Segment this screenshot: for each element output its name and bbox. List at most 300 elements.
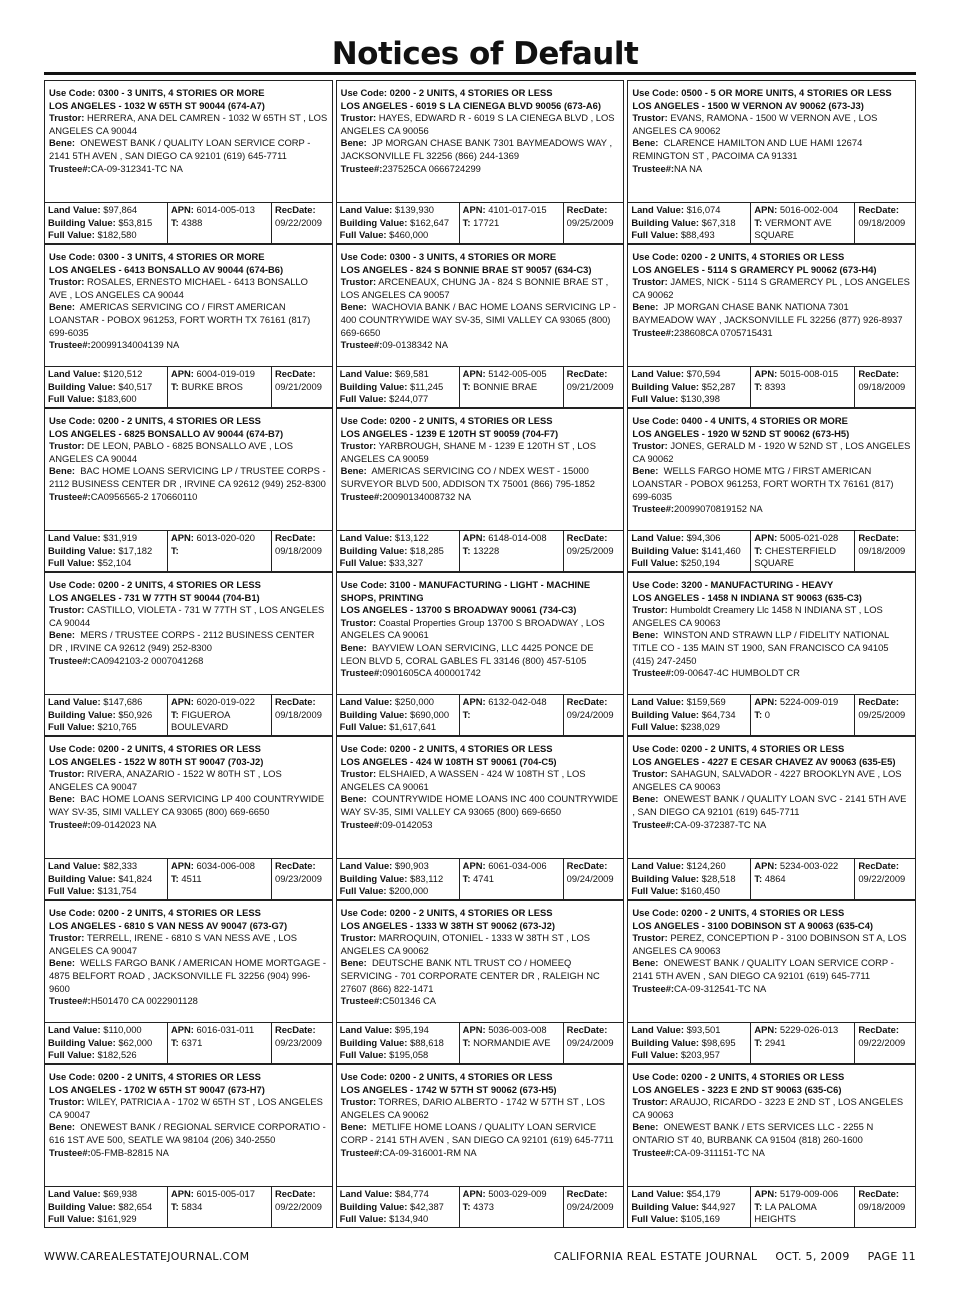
use-code: Use Code: 0200 - 2 UNITS, 4 STORIES OR LESS — [49, 1071, 261, 1082]
apn — [754, 368, 851, 381]
apn — [754, 860, 851, 873]
full-value-label: Full Value: — [631, 721, 679, 732]
trustor-value: PEREZ, CONCEPTION P - 3100 DOBINSON ST A, LOS ANGELES CA 90063 — [632, 932, 907, 956]
notice-row — [44, 736, 916, 900]
tract — [463, 1037, 560, 1050]
trustee-value: NA NA — [674, 162, 703, 174]
notice-row — [44, 244, 916, 408]
bene-value: ONEWEST BANK / REGIONAL SERVICE CORPORATIO - 616 1ST AVE 500, SEATLE WA 98104 (206) 340-2550 — [49, 1121, 326, 1145]
building-value-amount: $18,285 — [410, 544, 444, 556]
property-address: LOS ANGELES - 6810 S VAN NESS AV 90047 (673-G7) — [49, 919, 288, 931]
trustor-value: Humboldt Creamery Llc 1458 N INDIANA ST , LOS ANGELES CA 90063 — [632, 604, 883, 628]
land-value-amount: $95,194 — [394, 1024, 429, 1035]
recdate-value: 09/18/2009 — [858, 544, 906, 556]
building-value-amount: $28,518 — [701, 872, 736, 884]
tract-label: T: — [462, 544, 471, 556]
valuation-row — [45, 202, 332, 243]
land-value-label: Land Value: — [48, 204, 101, 215]
notice-card — [44, 80, 333, 244]
trustor-value: RIVERA, ANAZARIO - 1522 W 80TH ST , LOS ANGELES CA 90047 — [49, 768, 282, 792]
full-value-label: Full Value: — [48, 229, 95, 240]
bene-value: METLIFE HOME LOANS / QUALITY LOAN SERVICE CORP - 2141 5TH AVEN , SAN DIEGO CA 92101 (619) 645-7711 — [340, 1121, 614, 1145]
notice-card — [336, 408, 625, 572]
land-value-label: Land Value: — [631, 204, 684, 215]
bene-value: JP MORGAN CHASE BANK NATIONA 7301 BAYMEADOW WAY , JACKSONVILLE FL 32256 (877) 926-8937 — [632, 301, 903, 325]
bene-value: BAYVIEW LOAN SERVICING, LLC 4425 PONCE DE LEON BLVD 5, CORAL GABLES FL 33146 (800) 457-5105 — [340, 641, 594, 666]
trustee-value: CA-09-372387-TC NA — [674, 818, 767, 830]
full-value-amount: $52,104 — [97, 557, 132, 568]
notice-body — [628, 1065, 915, 1186]
tract-label: T: — [462, 216, 471, 228]
trustor-label: Trustor: — [49, 112, 85, 124]
building-value — [48, 1037, 164, 1050]
apn-block — [751, 203, 855, 243]
trustee-line — [49, 339, 328, 352]
bene-value: WINSTON AND STRAWN LLP / FIDELITY NATIONAL TITLE CO - 135 MAIN ST 1900, SAN FRANCISCO CA 94105 (415) 247-2450 — [632, 629, 889, 666]
trustee-line — [341, 339, 620, 352]
bene-line — [632, 957, 911, 982]
trustor-value: TERRELL, IRENE - 6810 S VAN NESS AVE , LOS ANGELES CA 90047 — [49, 932, 298, 956]
full-value — [340, 393, 456, 406]
use-code: Use Code: 0300 - 3 UNITS, 4 STORIES OR MORE — [340, 251, 557, 262]
land-value-amount: $93,501 — [686, 1024, 721, 1035]
valuation-row — [628, 858, 915, 899]
apn-value: 6020-019-022 — [196, 696, 255, 707]
tract-value: VERMONT AVE SQUARE — [754, 216, 832, 240]
apn-label: APN: — [754, 532, 778, 543]
recdate-value: 09/18/2009 — [858, 380, 906, 392]
trustor-value: YARBROUGH, SHANE M - 1239 E 120TH ST , LOS ANGELES CA 90059 — [340, 440, 596, 464]
trustee-value: CA-09-311151-TC NA — [674, 1146, 765, 1158]
apn-block — [460, 531, 564, 571]
bene-line — [632, 1121, 911, 1146]
full-value-label: Full Value: — [631, 1213, 679, 1224]
trustee-value: 237525CA 0666724299 — [382, 162, 481, 174]
building-value-amount: $690,000 — [410, 708, 450, 720]
notice-card — [627, 736, 916, 900]
full-value-amount: $105,169 — [680, 1213, 720, 1224]
apn — [463, 204, 560, 217]
trustor-label: Trustor: — [340, 616, 377, 628]
tract-value: 17721 — [473, 216, 500, 228]
recdate-block — [564, 1187, 624, 1227]
trustee-label: Trustee#: — [632, 1146, 675, 1158]
apn — [463, 696, 560, 709]
land-value — [340, 368, 456, 381]
building-value — [48, 1201, 164, 1214]
apn-block — [751, 1023, 855, 1063]
building-value — [48, 545, 164, 558]
trustee-line — [341, 163, 620, 176]
bene-line — [632, 465, 911, 503]
land-value-amount: $250,000 — [394, 696, 435, 707]
apn-label: APN: — [462, 204, 486, 215]
notice-body — [45, 737, 332, 858]
apn — [463, 368, 560, 381]
trustor-value: ELSHAIED, A WASSEN - 424 W 108TH ST , LOS ANGELES CA 90061 — [340, 768, 586, 792]
apn — [171, 860, 268, 873]
trustee-label: Trustee#: — [632, 818, 675, 830]
full-value-label: Full Value: — [339, 557, 387, 568]
building-value-amount: $53,815 — [118, 216, 153, 228]
apn-value: 5015-008-015 — [779, 368, 839, 379]
apn-block — [168, 367, 272, 407]
land-value-label: Land Value: — [339, 368, 393, 379]
full-value — [48, 1049, 164, 1062]
property-address: LOS ANGELES - 1522 W 80TH ST 90047 (703-J2) — [49, 755, 264, 767]
trustee-line — [49, 819, 328, 832]
apn — [754, 204, 851, 217]
full-value-amount: $238,029 — [680, 721, 720, 732]
recdate-value: 09/24/2009 — [566, 1036, 614, 1048]
full-value-amount: $195,058 — [389, 1049, 429, 1060]
page-title: Notices of Default — [331, 36, 639, 72]
notice-body — [628, 573, 915, 694]
valuation-row — [628, 1186, 915, 1227]
full-value-amount: $1,617,641 — [389, 721, 437, 732]
recdate-value: 09/22/2009 — [858, 872, 906, 884]
full-value-amount: $131,754 — [97, 885, 137, 896]
apn-value: 6148-014-008 — [488, 532, 547, 543]
land-value-amount: $69,938 — [103, 1188, 138, 1199]
building-value-amount: $11,245 — [410, 380, 444, 392]
building-value-label: Building Value: — [339, 1036, 408, 1048]
bene-label: Bene: — [49, 793, 76, 805]
values-block — [628, 859, 751, 899]
tract-label: T: — [754, 1036, 763, 1048]
notice-body — [337, 573, 624, 694]
full-value — [48, 229, 164, 242]
recdate-value: 09/24/2009 — [566, 872, 614, 884]
trustee-line — [49, 1147, 328, 1160]
recdate-label: RecDate: — [566, 204, 608, 215]
recdate-value: 09/23/2009 — [275, 1036, 322, 1048]
land-value-amount: $16,074 — [686, 204, 721, 215]
building-value-label: Building Value: — [339, 708, 408, 720]
trustor-line — [49, 604, 328, 629]
values-block — [45, 1023, 168, 1063]
building-value-label: Building Value: — [339, 544, 408, 556]
trustee-value: 05-FMB-82815 NA — [90, 1146, 169, 1158]
tract-value: 8393 — [764, 380, 786, 392]
bene-value: ONEWEST BANK / QUALITY LOAN SERVICE CORP - 2141 5TH AVEN , SAN DIEGO CA 92101 (619) 645-7711 — [49, 137, 311, 161]
trustee-label: Trustee#: — [340, 490, 383, 502]
trustor-line — [632, 440, 911, 465]
recdate-block — [855, 1187, 915, 1227]
bene-value: ONEWEST BANK / QUALITY LOAN SVC - 2141 5TH AVE , SAN DIEGO CA 92101 (619) 645-7711 — [632, 793, 907, 817]
building-value-amount: $67,318 — [701, 216, 736, 228]
trustee-label: Trustee#: — [340, 1146, 383, 1158]
recdate-block — [272, 1187, 332, 1227]
tract-label: T: — [171, 708, 179, 720]
notice-card — [627, 900, 916, 1064]
trustee-label: Trustee#: — [632, 326, 675, 338]
values-block — [628, 531, 751, 571]
trustee-label: Trustee#: — [49, 1146, 91, 1158]
trustee-value: C501346 CA — [382, 995, 437, 1007]
trustor-line — [341, 440, 620, 465]
valuation-row — [45, 1186, 332, 1227]
full-value-label: Full Value: — [339, 229, 387, 240]
bene-label: Bene: — [340, 137, 367, 149]
building-value-label: Building Value: — [339, 216, 408, 228]
values-block — [45, 1187, 168, 1227]
trustee-label: Trustee#: — [49, 162, 91, 174]
land-value-label: Land Value: — [339, 1188, 393, 1199]
trustee-line — [632, 983, 911, 996]
bene-line — [341, 957, 620, 995]
land-value-amount: $69,581 — [394, 368, 429, 379]
use-code: Use Code: 0200 - 2 UNITS, 4 STORIES OR LESS — [340, 1071, 553, 1082]
valuation-row — [628, 694, 915, 735]
apn-label: APN: — [754, 1024, 778, 1035]
recdate-label: RecDate: — [566, 1188, 608, 1199]
trustor-value: MARROQUIN, OTONIEL - 1333 W 38TH ST , LOS ANGELES CA 90062 — [340, 932, 591, 956]
building-value — [631, 873, 747, 886]
use-code: Use Code: 3100 - MANUFACTURING - LIGHT - MACHINE SHOPS, PRINTING — [340, 579, 591, 603]
values-block — [337, 203, 460, 243]
notice-card — [627, 1064, 916, 1228]
notice-card — [336, 244, 625, 408]
bene-line — [341, 1121, 620, 1146]
trustor-value: TORRES, DARIO ALBERTO - 1742 W 57TH ST , LOS ANGELES CA 90062 — [340, 1096, 605, 1120]
tract-label: T: — [171, 1036, 179, 1048]
tract-value: 4511 — [181, 872, 202, 884]
notice-card — [44, 1064, 333, 1228]
apn-block — [751, 531, 855, 571]
use-code: Use Code: 0200 - 2 UNITS, 4 STORIES OR LESS — [632, 1071, 845, 1082]
bene-line — [341, 465, 620, 490]
apn — [463, 532, 560, 545]
apn — [463, 860, 560, 873]
valuation-row — [628, 1022, 915, 1063]
trustor-label: Trustor: — [49, 440, 85, 452]
recdate-block — [855, 859, 915, 899]
trustor-line — [632, 1096, 911, 1121]
building-value-amount: $40,517 — [118, 380, 153, 392]
trustor-line — [49, 440, 328, 465]
land-value — [631, 696, 747, 709]
notice-body — [628, 901, 915, 1022]
land-value — [340, 204, 456, 217]
notice-card — [44, 900, 333, 1064]
apn — [171, 532, 268, 545]
land-value — [340, 1188, 456, 1201]
full-value — [631, 557, 747, 570]
trustee-label: Trustee#: — [340, 667, 383, 679]
notice-card — [44, 408, 333, 572]
land-value — [340, 532, 456, 545]
bene-label: Bene: — [49, 301, 76, 313]
tract-value: BURKE BROS — [181, 380, 243, 392]
full-value-label: Full Value: — [339, 1049, 387, 1060]
bene-label: Bene: — [340, 301, 367, 313]
building-value — [340, 217, 456, 230]
trustee-line — [632, 1147, 911, 1160]
building-value — [340, 545, 456, 558]
valuation-row — [628, 366, 915, 407]
trustor-value: Coastal Properties Group 13700 S BROADWAY , LOS ANGELES CA 90061 — [340, 616, 605, 641]
land-value-label: Land Value: — [339, 860, 393, 871]
building-value-amount: $50,926 — [118, 708, 153, 720]
trustee-line — [632, 503, 911, 516]
building-value — [340, 1037, 456, 1050]
bene-line — [341, 137, 620, 162]
values-block — [628, 1187, 751, 1227]
trustor-value: ARAUJO, RICARDO - 3223 E 2ND ST , LOS ANGELES CA 90063 — [632, 1096, 904, 1120]
trustee-value: CA-09-316001-RM NA — [382, 1146, 477, 1158]
bene-label: Bene: — [632, 629, 659, 641]
notice-row — [44, 572, 916, 736]
apn-block — [460, 859, 564, 899]
footer-page: PAGE 11 — [867, 1250, 916, 1263]
recdate-label: RecDate: — [566, 860, 608, 871]
full-value-label: Full Value: — [339, 1213, 387, 1224]
building-value — [48, 709, 164, 722]
apn-label: APN: — [462, 1024, 486, 1035]
property-address: LOS ANGELES - 1458 N INDIANA ST 90063 (635-C3) — [632, 591, 862, 603]
full-value-label: Full Value: — [48, 1049, 95, 1060]
trustee-line — [49, 491, 328, 504]
notice-card — [627, 408, 916, 572]
footer-publication: CALIFORNIA REAL ESTATE JOURNAL — [553, 1250, 758, 1263]
trustor-label: Trustor: — [632, 112, 668, 124]
tract-value: 4741 — [473, 872, 494, 884]
full-value-label: Full Value: — [339, 721, 387, 732]
trustor-value: JONES, GERALD M - 1920 W 52ND ST , LOS ANGELES CA 90062 — [632, 440, 911, 464]
building-value-amount: $141,460 — [701, 544, 741, 556]
recdate-label: RecDate: — [566, 368, 608, 379]
recdate-block — [564, 859, 624, 899]
trustee-line — [49, 995, 328, 1008]
full-value — [631, 885, 747, 898]
land-value — [48, 204, 164, 217]
trustor-label: Trustor: — [632, 1096, 668, 1108]
recdate-value: 09/22/2009 — [275, 216, 322, 228]
land-value — [48, 696, 164, 709]
trustor-label: Trustor: — [340, 1096, 377, 1108]
footer-website[interactable]: WWW.CAREALESTATEJOURNAL.COM — [44, 1250, 250, 1263]
bene-line — [49, 301, 328, 339]
bene-value: WELLS FARGO BANK / AMERICAN HOME MORTGAGE - 4875 BELFORT ROAD , JACKSONVILLE FL 32256 (904) 996-9600 — [49, 957, 326, 994]
trustee-value: 09-0138342 NA — [382, 339, 449, 351]
recdate-block — [855, 1023, 915, 1063]
building-value-label: Building Value: — [631, 380, 700, 392]
trustee-value: H501470 CA 0022901128 — [90, 995, 198, 1007]
values-block — [337, 1187, 460, 1227]
bene-value: BAC HOME LOANS SERVICING LP 400 COUNTRYWIDE WAY SV-35, SIMI VALLEY CA 93065 (800) 669-6650 — [49, 793, 325, 817]
notice-body — [337, 901, 624, 1022]
apn-value: 6014-005-013 — [196, 204, 255, 215]
bene-label: Bene: — [49, 1121, 76, 1133]
building-value — [340, 1201, 456, 1214]
tract-value: 4864 — [764, 872, 786, 884]
full-value — [340, 721, 456, 734]
land-value-amount: $124,260 — [686, 860, 726, 871]
tract — [463, 545, 560, 558]
land-value-amount: $90,903 — [394, 860, 429, 871]
building-value-amount: $82,654 — [118, 1200, 153, 1212]
recdate-label: RecDate: — [566, 532, 608, 543]
notice-body — [45, 901, 332, 1022]
notice-card — [627, 244, 916, 408]
valuation-row — [45, 366, 332, 407]
apn-label: APN: — [171, 696, 194, 707]
bene-label: Bene: — [49, 629, 76, 641]
trustee-line — [632, 667, 911, 680]
trustee-line — [49, 163, 328, 176]
property-address: LOS ANGELES - 424 W 108TH ST 90061 (704-C5) — [340, 755, 557, 767]
notice-body — [45, 1065, 332, 1186]
notice-card — [336, 900, 625, 1064]
trustor-label: Trustor: — [49, 768, 85, 780]
trustor-line — [341, 1096, 620, 1121]
land-value — [340, 860, 456, 873]
notice-body — [628, 245, 915, 366]
land-value-label: Land Value: — [48, 368, 101, 379]
bene-value: AMERICAS SERVICING CO / NDEX WEST - 15000 SURVEYOR BLVD 500, ADDISON TX 75001 (866) 795-1852 — [340, 465, 595, 489]
tract — [171, 1037, 268, 1050]
trustor-value: WILEY, PATRICIA A - 1702 W 65TH ST , LOS ANGELES CA 90047 — [49, 1096, 323, 1120]
recdate-label: RecDate: — [275, 1024, 316, 1035]
valuation-row — [45, 1022, 332, 1063]
trustee-value: 20099070819152 NA — [674, 503, 763, 515]
recdate-label: RecDate: — [275, 860, 316, 871]
apn-label: APN: — [462, 860, 486, 871]
notice-row — [44, 80, 916, 244]
recdate-label: RecDate: — [858, 368, 899, 379]
building-value — [631, 1201, 747, 1214]
trustee-value: CA0942103-2 0007041268 — [90, 654, 204, 666]
recdate-block — [855, 203, 915, 243]
notice-body — [628, 409, 915, 530]
property-address: LOS ANGELES - 5114 S GRAMERCY PL 90062 (673-H4) — [632, 263, 877, 275]
land-value — [48, 860, 164, 873]
apn-label: APN: — [462, 1188, 486, 1199]
apn-value: 6013-020-020 — [196, 532, 255, 543]
recdate-label: RecDate: — [858, 532, 899, 543]
notice-card — [627, 80, 916, 244]
apn-label: APN: — [462, 368, 486, 379]
building-value — [48, 873, 164, 886]
full-value — [631, 721, 747, 734]
recdate-label: RecDate: — [858, 860, 899, 871]
bene-label: Bene: — [632, 793, 659, 805]
trustor-line — [341, 112, 620, 137]
tract-label: T: — [171, 544, 179, 556]
trustee-label: Trustee#: — [340, 162, 383, 174]
building-value-amount: $62,000 — [118, 1036, 153, 1048]
trustor-line — [49, 932, 328, 957]
trustee-line — [341, 491, 620, 504]
property-address: LOS ANGELES - 3100 DOBINSON ST A 90063 (635-C4) — [632, 919, 874, 931]
notice-body — [337, 1065, 624, 1186]
property-address: LOS ANGELES - 13700 S BROADWAY 90061 (734-C3) — [340, 604, 577, 616]
land-value-label: Land Value: — [48, 532, 101, 543]
trustee-value: 09-0142023 NA — [90, 818, 157, 830]
building-value-label: Building Value: — [631, 708, 700, 720]
building-value — [631, 1037, 747, 1050]
building-value-label: Building Value: — [339, 1200, 408, 1212]
full-value — [48, 885, 164, 898]
building-value-label: Building Value: — [48, 380, 116, 392]
valuation-row — [337, 858, 624, 899]
use-code: Use Code: 3200 - MANUFACTURING - HEAVY — [632, 579, 834, 590]
land-value-label: Land Value: — [48, 696, 101, 707]
bene-line — [632, 629, 911, 667]
notice-body — [45, 81, 332, 202]
apn-block — [168, 203, 272, 243]
